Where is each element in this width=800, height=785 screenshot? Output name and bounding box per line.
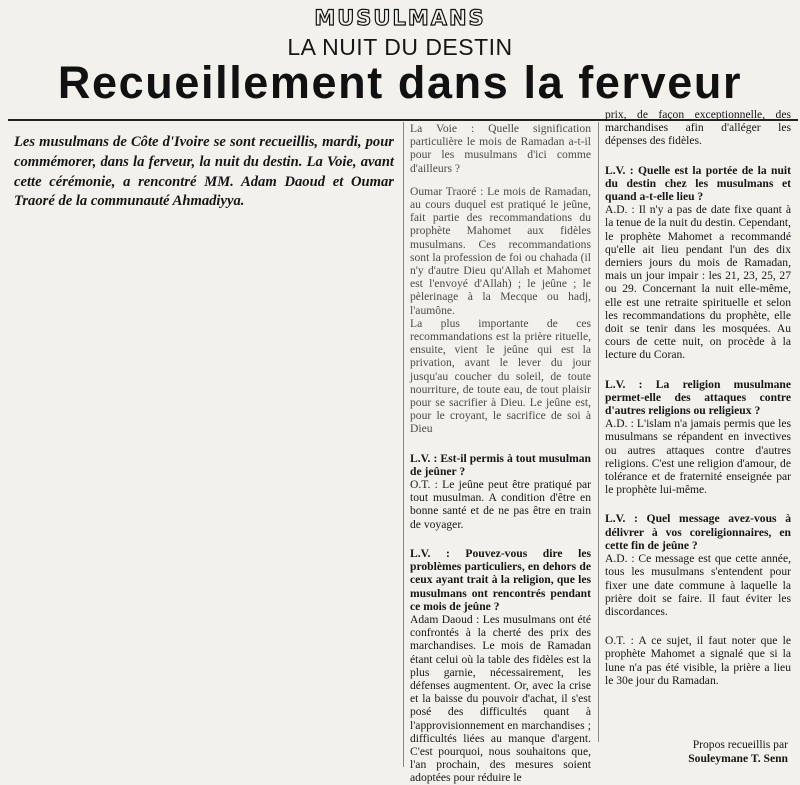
answer-3: Adam Daoud : Les musulmans ont été confrontés à la cherté des prix des marchandises. Le mois de Ramadan étant celui où la table des fidèles est la plus garnie, nécessairement, les défenses augmentent. Or, avec la crise et la baisse du pouvoir d'achat, il s'est posé des difficultés quant à l'approvisionnement en marchandises ; difficultés liées au manque d'argent. C'est pourquoi, nous souhaitons que, l'an prochain, des mesures soient adoptées pour réduire le <box>410 612 591 785</box>
answer-7: O.T. : A ce sujet, il faut noter que le prophète Mahomet a signalé que si la lune n'a pas été visible, la prière a lieu le 30e jour du Ramadan. <box>605 634 791 687</box>
answer-4: A.D. : Il n'y a pas de date fixe quant à la tenue de la nuit du destin. Cependant, le prophète Mahomet a recommandé qu'elle ait lieu pendant l'un des dix derniers jours du mois de Ramadan, mais un jour impair : les 21, 23, 25, 27 ou 29. Concernant la nuit elle-même, elle est une retraite spirituelle et selon les recommandations du prophète, elle doit se tenir dans les mosquées. Au cours de cette nuit, on procède à la lecture du Coran. <box>605 203 791 362</box>
column-divider-1 <box>403 122 404 767</box>
question-6: L.V. : Quel message avez-vous à délivrer à vos coreligionnaires, en cette fin de jeûne ? <box>605 512 791 552</box>
question-2: L.V. : Est-il permis à tout musulman de jeûner ? <box>410 451 591 478</box>
headline: Recueillement dans la ferveur <box>57 57 743 108</box>
column-divider-2 <box>598 122 599 742</box>
answer-2: O.T. : Le jeûne peut être pratiqué par tout musulman. A condition d'être en bonne santé et de ne pas être en train de voyager. <box>410 478 591 531</box>
question-5: L.V. : La religion musulmane permet-elle des attaques contre d'autres religions ou religieux ? <box>605 377 791 418</box>
answer-3-continued: prix, de façon exceptionnelle, des marchandises afin d'alléger les dépenses des fidèles. <box>605 108 791 148</box>
lede-paragraph: Les musulmans de Côte d'Ivoire se sont recueillis, mardi, pour commémorer, dans la ferveur, la nuit du destin. La Voie, avant cette cérémonie, a rencontré MM. Adam Daoud et Oumar Traoré de la communauté Ahmadiyya. <box>14 134 394 210</box>
question-4: L.V. : Quelle est la portée de la nuit du destin chez les musulmans et quand a-t-elle lieu ? <box>605 163 791 204</box>
answer-5: A.D. : L'islam n'a jamais permis que les musulmans se répandent en invectives ou autres attaques contre d'autres religions. C'est une religion d'amour, de tolérance et de fraternité enseignée par le prophète lui-même. <box>605 417 791 497</box>
article-column-2 <box>410 122 591 785</box>
question-3: L.V. : Pouvez-vous dire les problèmes particuliers, en dehors de ceux ayant trait à la religion, que les musulmans ont rencontrés pendant ce mois de jeûne ? <box>410 546 591 613</box>
article-column-3 <box>605 108 791 697</box>
answer-1-continued: La plus importante de ces recommandations est la prière rituelle, ensuite, vient le jeûne qui est la privation, avant le lever du jour jusqu'au coucher du soleil, de toute nourriture, de toute eau, de tout plaisir pour se sacrifier à Dieu. Le jeûne est, pour le croyant, le sacrifice de soi à Dieu <box>410 316 591 436</box>
subheadline: LA NUIT DU DESTIN <box>287 34 513 60</box>
answer-6: A.D. : Ce message est que cette année, tous les musulmans s'entendent pour fixer une date commune à laquelle la prière doit se faire. Il faut éviter les discordances. <box>605 552 791 618</box>
answer-1: Oumar Traoré : Le mois de Ramadan, au cours duquel est pratiqué le jeûne, fait partie des recommandations du prophète Mahomet aux fidèles musulmans. Ces recommandations sont la profession de foi ou chahada (il n'y d'autre Dieu qu'Allah et Mahomet est l'envoyé d'Allah) ; le jeûne ; le pèlerinage à la Mecque ou hadj, l'aumône. <box>410 184 591 317</box>
byline <box>588 738 788 766</box>
section-kicker: MUSULMANS <box>314 6 486 30</box>
question-1: La Voie : Quelle signification particulière le mois de Ramadan a-t-il pour les musulmans d'ici comme d'ailleurs ? <box>410 122 591 175</box>
byline-intro: Propos recueillis par <box>692 738 788 751</box>
byline-author: Souleymane T. Senn <box>688 752 788 765</box>
